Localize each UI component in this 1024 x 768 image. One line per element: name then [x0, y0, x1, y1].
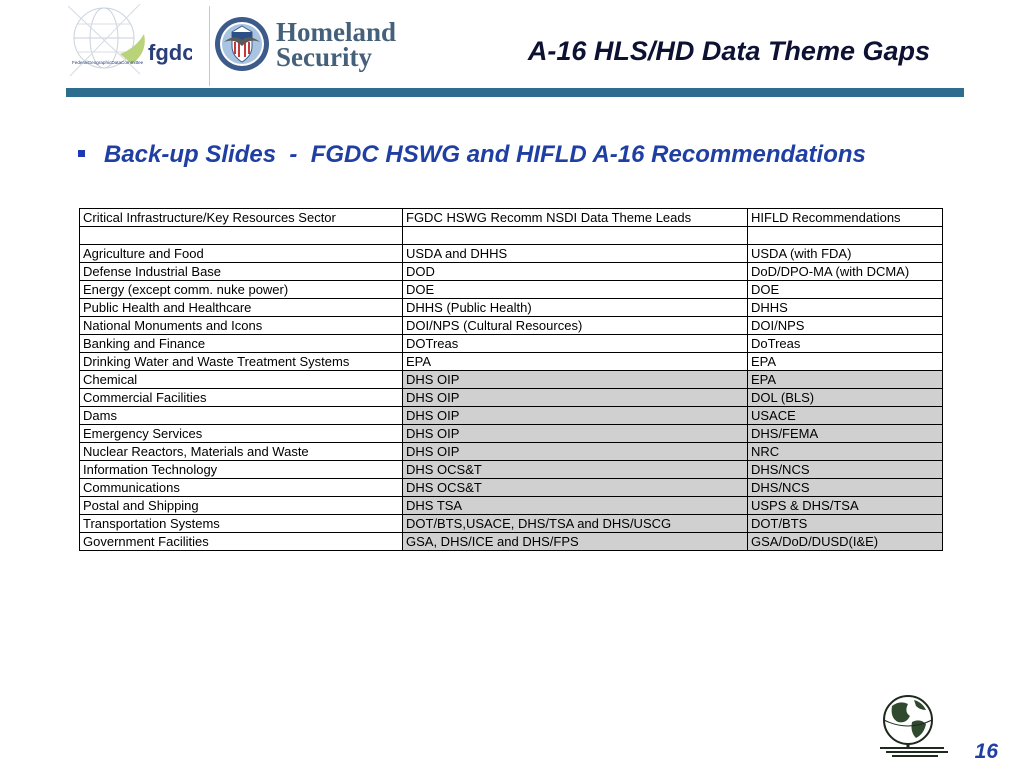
cell-hswg: DHS OIP	[403, 407, 748, 425]
cell-sector: Information Technology	[80, 461, 403, 479]
cell-sector: Energy (except comm. nuke power)	[80, 281, 403, 299]
cell-hswg: DOTreas	[403, 335, 748, 353]
dhs-wordmark	[276, 17, 397, 72]
cell-hifld: DOT/BTS	[748, 515, 943, 533]
header-sector: Critical Infrastructure/Key Resources Sector	[80, 209, 403, 227]
cell-hifld: DOE	[748, 281, 943, 299]
cell-sector	[80, 227, 403, 245]
cell-sector: Transportation Systems	[80, 515, 403, 533]
cell-hifld: USDA (with FDA)	[748, 245, 943, 263]
cell-hifld: DHS/FEMA	[748, 425, 943, 443]
cell-hswg	[403, 227, 748, 245]
bullet-square-icon	[78, 150, 85, 157]
table-row	[80, 299, 943, 317]
cell-sector: National Monuments and Icons	[80, 317, 403, 335]
table-row	[80, 335, 943, 353]
cell-hifld: DoD/DPO-MA (with DCMA)	[748, 263, 943, 281]
table-header-row	[80, 209, 943, 227]
cell-hifld: DOI/NPS	[748, 317, 943, 335]
fgdc-logo-text: fgdc	[148, 40, 192, 65]
cell-sector: Communications	[80, 479, 403, 497]
logo-divider	[209, 6, 210, 86]
cell-sector: Dams	[80, 407, 403, 425]
table-row	[80, 533, 943, 551]
cell-hifld: EPA	[748, 353, 943, 371]
cell-hifld: DHS/NCS	[748, 461, 943, 479]
cell-hifld: DHHS	[748, 299, 943, 317]
table-row	[80, 479, 943, 497]
cell-sector: Government Facilities	[80, 533, 403, 551]
cell-sector: Defense Industrial Base	[80, 263, 403, 281]
table-row	[80, 281, 943, 299]
table-row	[80, 461, 943, 479]
cell-sector: Commercial Facilities	[80, 389, 403, 407]
cell-hswg: DHS OCS&T	[403, 461, 748, 479]
header-hifld: HIFLD Recommendations	[748, 209, 943, 227]
cell-hswg: DOE	[403, 281, 748, 299]
cell-sector: Drinking Water and Waste Treatment Systems	[80, 353, 403, 371]
page-number: 16	[974, 740, 998, 763]
header-hswg: FGDC HSWG Recomm NSDI Data Theme Leads	[403, 209, 748, 227]
slide-title: A-16 HLS/HD Data Theme Gaps	[527, 36, 930, 66]
dhs-seal-icon	[214, 16, 270, 72]
table-row	[80, 425, 943, 443]
cell-hswg: DHS OIP	[403, 425, 748, 443]
cell-hswg: DOT/BTS,USACE, DHS/TSA and DHS/USCG	[403, 515, 748, 533]
dhs-wordmark-line1: Homeland	[276, 17, 397, 47]
bullet-text: Back-up Slides - FGDC HSWG and HIFLD A-16 Recommendations	[104, 141, 866, 168]
table-row	[80, 353, 943, 371]
table-row	[80, 443, 943, 461]
table-row	[80, 515, 943, 533]
table-row	[80, 317, 943, 335]
cell-hswg: DHS OIP	[403, 443, 748, 461]
dhs-wordmark-line2: Security	[276, 42, 372, 72]
data-theme-table	[79, 208, 943, 551]
title-rule	[66, 88, 964, 97]
fgdc-logo-icon	[68, 4, 192, 82]
table-row	[80, 497, 943, 515]
table-row	[80, 371, 943, 389]
cell-hswg: DHS OIP	[403, 389, 748, 407]
cell-sector: Emergency Services	[80, 425, 403, 443]
cell-hifld: DOL (BLS)	[748, 389, 943, 407]
cell-hifld: DHS/NCS	[748, 479, 943, 497]
cell-sector: Chemical	[80, 371, 403, 389]
cell-hifld: DoTreas	[748, 335, 943, 353]
cell-hifld: GSA/DoD/DUSD(I&E)	[748, 533, 943, 551]
table-row	[80, 407, 943, 425]
cell-hswg: DHHS (Public Health)	[403, 299, 748, 317]
cell-hswg: DHS OIP	[403, 371, 748, 389]
table-row	[80, 263, 943, 281]
fgdc-logo-subtitle: FederalGeographicDataCommittee	[72, 60, 144, 65]
cell-hifld	[748, 227, 943, 245]
cell-hswg: DOD	[403, 263, 748, 281]
cell-hswg: DHS TSA	[403, 497, 748, 515]
cell-sector: Banking and Finance	[80, 335, 403, 353]
cell-hifld: USPS & DHS/TSA	[748, 497, 943, 515]
cell-hifld: NRC	[748, 443, 943, 461]
cell-hifld: EPA	[748, 371, 943, 389]
cell-sector: Postal and Shipping	[80, 497, 403, 515]
cell-hswg: DHS OCS&T	[403, 479, 748, 497]
cell-hswg: USDA and DHHS	[403, 245, 748, 263]
table-row	[80, 245, 943, 263]
cell-hswg: DOI/NPS (Cultural Resources)	[403, 317, 748, 335]
table-row	[80, 389, 943, 407]
table-row	[80, 227, 943, 245]
cell-sector: Public Health and Healthcare	[80, 299, 403, 317]
cell-hswg: EPA	[403, 353, 748, 371]
cell-sector: Agriculture and Food	[80, 245, 403, 263]
cell-hswg: GSA, DHS/ICE and DHS/FPS	[403, 533, 748, 551]
cell-sector: Nuclear Reactors, Materials and Waste	[80, 443, 403, 461]
cell-hifld: USACE	[748, 407, 943, 425]
globe-icon	[878, 692, 950, 762]
